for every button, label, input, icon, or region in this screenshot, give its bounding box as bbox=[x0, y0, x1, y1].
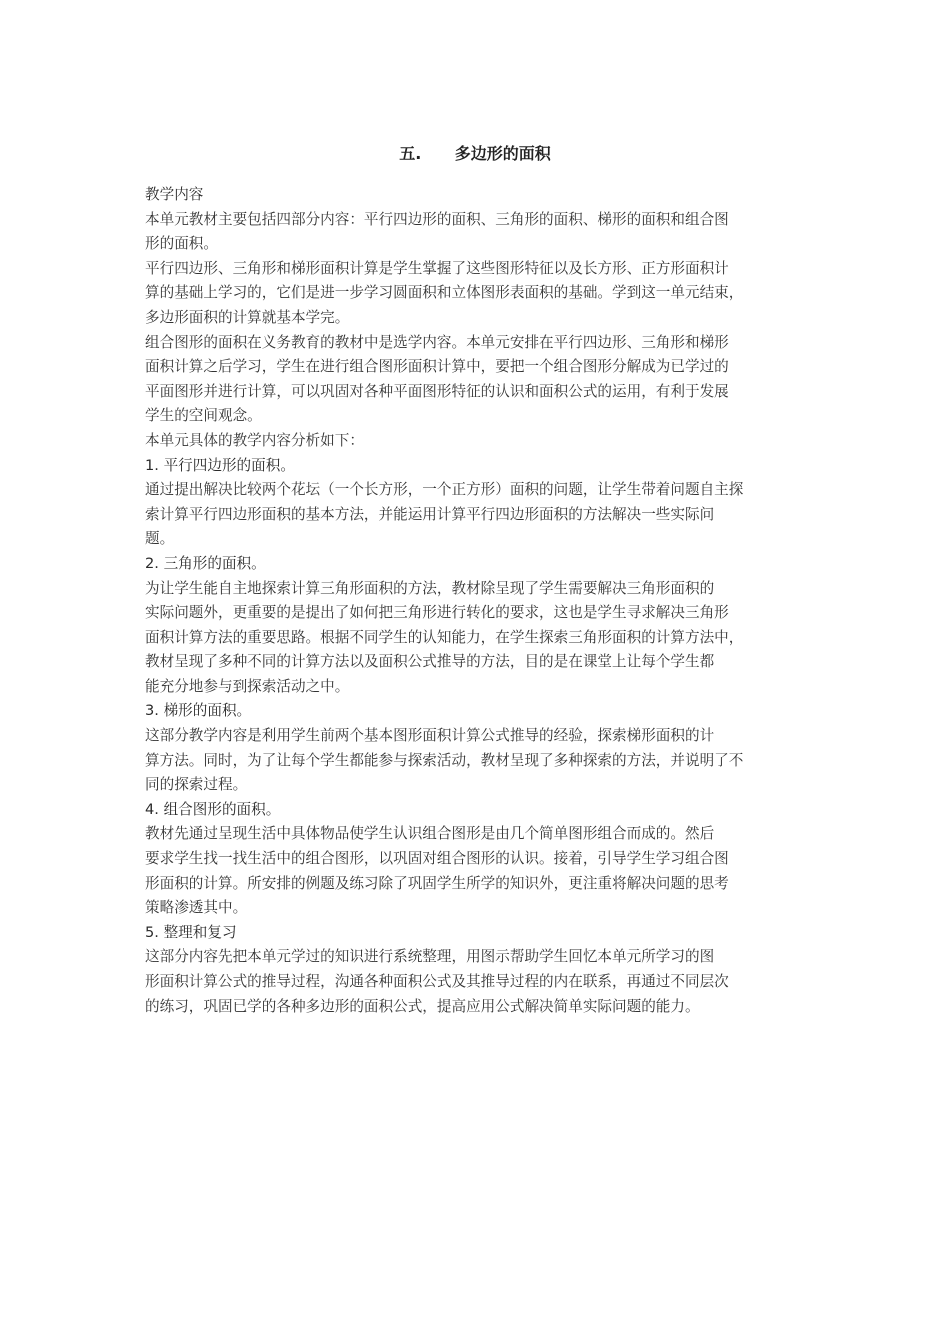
paragraph-line: 同的探索过程。 bbox=[145, 776, 248, 794]
paragraph-line: 教材先通过呈现生活中具体物品使学生认识组合图形是由几个简单图形组合而成的。然后 bbox=[145, 825, 715, 843]
paragraph-line: 为让学生能自主地探索计算三角形面积的方法，教材除呈现了学生需要解决三角形面积的 bbox=[145, 579, 715, 597]
paragraph-line: 平面图形并进行计算，可以巩固对各种平面图形特征的认识和面积公式的运用，有利于发展 bbox=[145, 382, 729, 400]
paragraph-line: 平行四边形、三角形和梯形面积计算是学生掌握了这些图形特征以及长方形、正方形面积计 bbox=[145, 259, 729, 277]
paragraph-line: 面积计算方法的重要思路。根据不同学生的认知能力，在学生探索三角形面积的计算方法中， bbox=[145, 628, 744, 646]
paragraph-line: 多边形面积的计算就基本学完。 bbox=[145, 308, 350, 326]
paragraph-line: 这部分教学内容是利用学生前两个基本图形面积计算公式推导的经验，探索梯形面积的计 bbox=[145, 727, 715, 745]
paragraph-line: 算方法。同时，为了让每个学生都能参与探索活动，教材呈现了多种探索的方法，并说明了不 bbox=[145, 751, 744, 769]
paragraph-line: 本单元具体的教学内容分析如下： bbox=[145, 431, 364, 449]
section-heading: 教学内容 bbox=[145, 186, 204, 203]
paragraph-line: 面积计算之后学习，学生在进行组合图形面积计算中，要把一个组合图形分解成为已学过的 bbox=[145, 358, 729, 376]
paragraph-line: 索计算平行四边形面积的基本方法，并能运用计算平行四边形面积的方法解决一些实际问 bbox=[145, 505, 715, 523]
paragraph-line: 实际问题外，更重要的是提出了如何把三角形进行转化的要求，这也是学生寻求解决三角形 bbox=[145, 604, 729, 622]
paragraph-line: 策略渗透其中。 bbox=[145, 899, 248, 917]
paragraph-line: 本单元教材主要包括四部分内容：平行四边形的面积、三角形的面积、梯形的面积和组合图 bbox=[145, 210, 729, 228]
paragraph-line: 通过提出解决比较两个花坛（一个长方形，一个正方形）面积的问题，让学生带着问题自主探 bbox=[145, 481, 744, 499]
paragraph-line: 题。 bbox=[145, 530, 175, 548]
paragraph-line: 教材呈现了多种不同的计算方法以及面积公式推导的方法，目的是在课堂上让每个学生都 bbox=[145, 653, 715, 671]
section-heading: 3. 梯形的面积。 bbox=[145, 702, 252, 720]
section-heading: 5. 整理和复习 bbox=[145, 923, 237, 941]
paragraph-line: 算的基础上学习的，它们是进一步学习圆面积和立体图形表面积的基础。学到这一单元结束， bbox=[145, 284, 744, 302]
paragraph-line: 形面积计算公式的推导过程，沟通各种面积公式及其推导过程的内在联系，再通过不同层次 bbox=[145, 973, 729, 990]
paragraph-line: 学生的空间观念。 bbox=[145, 407, 262, 425]
section-heading: 1. 平行四边形的面积。 bbox=[145, 456, 295, 474]
paragraph-line: 要求学生找一找生活中的组合图形，以巩固对组合图形的认识。接着，引导学生学习组合图 bbox=[145, 850, 729, 868]
paragraph-line: 形的面积。 bbox=[145, 235, 218, 253]
page-title: 五. 多边形的面积 bbox=[399, 144, 551, 163]
paragraph-line: 这部分内容先把本单元学过的知识进行系统整理，用图示帮助学生回忆本单元所学习的图 bbox=[145, 948, 715, 966]
paragraph-line: 的练习，巩固已学的各种多边形的面积公式，提高应用公式解决简单实际问题的能力。 bbox=[145, 997, 700, 1015]
paragraph-line: 形面积的计算。所安排的例题及练习除了巩固学生所学的知识外，更注重将解决问题的思考 bbox=[145, 874, 729, 892]
section-heading: 4. 组合图形的面积。 bbox=[145, 800, 281, 818]
document-body bbox=[145, 183, 813, 1019]
section-heading: 2. 三角形的面积。 bbox=[145, 554, 266, 572]
paragraph-line: 组合图形的面积在义务教育的教材中是选学内容。本单元安排在平行四边形、三角形和梯形 bbox=[145, 333, 729, 351]
paragraph-line: 能充分地参与到探索活动之中。 bbox=[145, 677, 350, 695]
